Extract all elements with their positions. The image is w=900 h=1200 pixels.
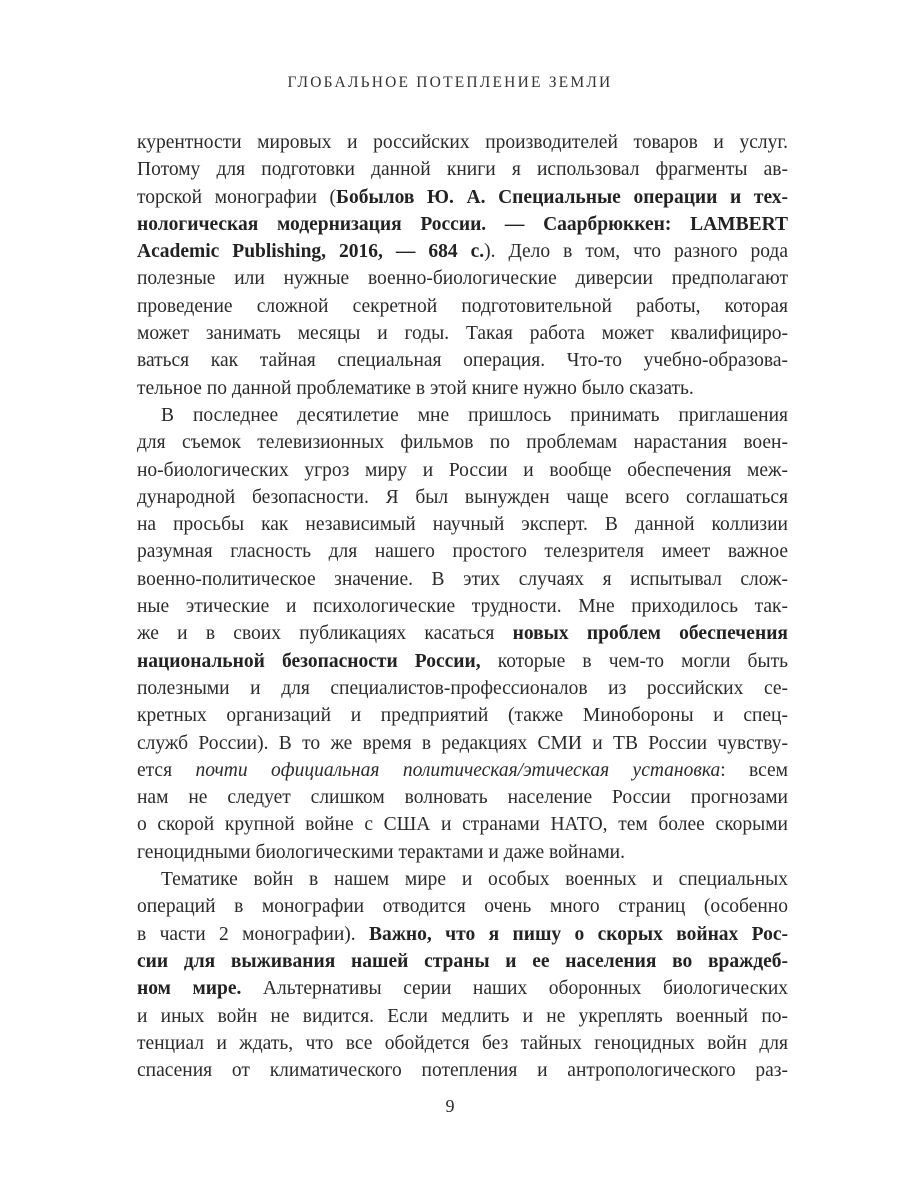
text-run: геноцидными биологическими терактами и даже войнами. [137,841,625,863]
text-line [137,320,788,347]
text-line [137,948,788,975]
text-line [137,129,788,156]
text-run: спасения от климатического потепления и антропологического раз- [137,1060,788,1082]
running-head: ГЛОБАЛЬНОЕ ПОТЕПЛЕНИЕ ЗЕМЛИ [287,74,613,91]
text-line [137,675,788,702]
text-run: кретных организаций и предприятий (также Минобороны и спец- [137,705,788,727]
text-line [137,293,788,320]
text-line [137,156,788,183]
text-run: дународной безопасности. Я был вынужден чаще всего соглашаться [137,486,788,508]
text-line [137,265,788,292]
text-line [137,866,788,893]
text-run: военно-политическое значение. В этих случаях я испытывал слож- [137,568,788,590]
text-run: и иных войн не видится. Если медлить и не укреплять военный по- [137,1005,788,1027]
text-run: торской монографии ( [137,186,337,208]
text-line [137,1003,788,1030]
text-run: ). Дело в том, что разного рода [484,241,788,263]
text-line [137,429,788,456]
text-run: нам не следует слишком волновать население России прогнозами [137,787,788,809]
body-text [137,129,788,1084]
text-line [137,511,788,538]
text-run: курентности мировых и российских производителей товаров и услуг. [137,132,788,153]
text-line [137,566,788,593]
text-run: В последнее десятилетие мне пришлось принимать приглашения [161,404,788,426]
text-run: ные этические и психологические трудности. Мне приходилось так- [137,596,788,618]
text-run: тельное по данной проблематике в этой книге нужно было сказать. [137,377,694,399]
text-line [137,375,788,402]
text-run: разумная гласность для нашего простого телезрителя имеет важное [137,541,788,563]
text-run: служб России). В то же время в редакциях СМИ и ТВ России чувству- [137,732,788,754]
text-line [137,1057,788,1084]
bold-text: нологическая модернизация России. — Саарбрюккен: LAMBERT [137,213,788,235]
text-run: Тематике войн в нашем мире и особых военных и специальных [161,869,788,891]
text-run: Альтернативы серии наших оборонных биологических [241,978,789,1000]
text-run: о скорой крупной войне с США и странами НАТО, тем более скорыми [137,814,788,836]
text-line [137,921,788,948]
bold-text: ном мире. [137,978,242,1000]
text-run: полезные или нужные военно-биологические диверсии предполагают [137,268,788,290]
text-line [137,538,788,565]
text-line [137,484,788,511]
text-run: для съемок телевизионных фильмов по проблемам нарастания воен- [137,432,788,454]
text-run: тенциал и ждать, что все обойдется без тайных геноцидных войн для [137,1032,788,1054]
text-line [137,975,788,1002]
text-run: Потому для подготовки данной книги я использовал фрагменты ав- [137,159,788,181]
text-line [137,184,788,211]
text-run: : всем [720,759,789,781]
text-line [137,593,788,620]
text-run: может занимать месяцы и годы. Такая работа может квалифициро- [137,323,788,345]
text-line [137,730,788,757]
text-line [137,811,788,838]
text-line [137,702,788,729]
text-line [137,211,788,238]
text-line [137,1030,788,1057]
bold-text: Важно, что я пишу о скорых войнах Рос- [369,923,788,945]
text-run: ется [137,759,196,781]
text-run: операций в монографии отводится очень много страниц (особенно [137,896,788,918]
bold-text: Бобылов Ю. А. Специальные операции и тех- [336,186,788,208]
text-line [137,648,788,675]
text-line [137,757,788,784]
text-line [137,347,788,374]
text-run: проведение сложной секретной подготовительной работы, которая [137,295,788,317]
text-run: в части 2 монографии). [137,923,370,945]
page-number: 9 [445,1096,455,1116]
bold-text: новых проблем обеспечения [512,623,788,645]
text-run: но-биологических угроз миру и России и вообще обеспечения меж- [137,459,788,481]
bold-text: национальной безопасности России, [137,650,481,672]
text-line [137,893,788,920]
text-run: которые в чем-то могли быть [480,650,788,672]
text-line [137,620,788,647]
text-run: ваться как тайная специальная операция. Что-то учебно-образова- [137,350,788,372]
bold-text: Academic Publishing, 2016, — 684 с. [137,241,485,263]
italic-text: почти официальная политическая/этическая установка [195,759,721,781]
text-run: полезными и для специалистов-профессионалов из российских се- [137,677,788,699]
text-line [137,402,788,429]
text-run: же и в своих публикациях касаться [137,623,513,645]
text-line [137,839,788,866]
text-line [137,784,788,811]
text-line [137,457,788,484]
text-line [137,238,788,265]
text-run: на просьбы как независимый научный эксперт. В данной коллизии [137,514,788,536]
bold-text: сии для выживания нашей страны и ее населения во враждеб- [137,950,788,972]
